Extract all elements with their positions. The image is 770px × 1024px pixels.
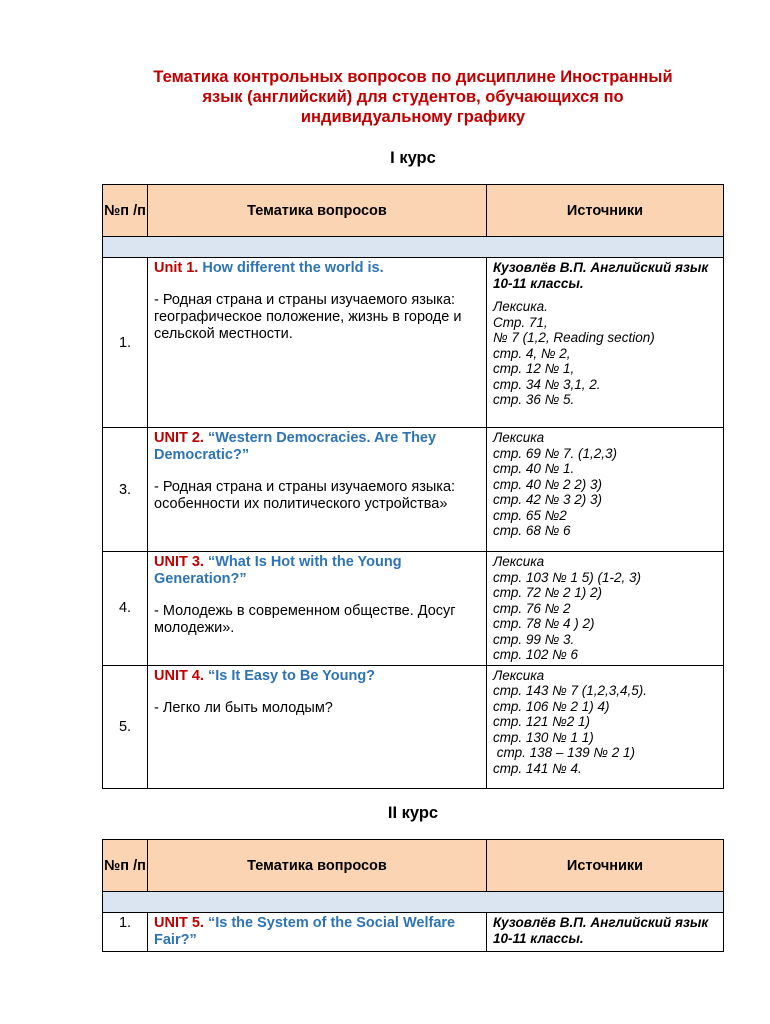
textbook-ref: Кузовлёв В.П. Английский язык 10-11 классы.: [493, 915, 709, 946]
source-line: стр. 138 – 139 № 2 1): [493, 745, 636, 760]
table-row: [103, 552, 724, 666]
source-line: стр. 99 № 3.: [493, 631, 575, 647]
title-line: индивидуальному графику: [300, 108, 526, 126]
sources-cell: [487, 665, 724, 788]
topic-cell: [148, 665, 487, 788]
source-line: стр. 68 № 6: [493, 523, 571, 538]
unit-label: UNIT 2.: [154, 430, 204, 446]
source-line: Лексика.: [493, 299, 548, 314]
sources-cell: [487, 258, 724, 428]
topic-cell: [148, 552, 487, 666]
unit-title: “What Is Hot with the Young Generation?”: [154, 554, 402, 587]
header-topic: Тематика вопросов: [148, 185, 487, 237]
course-heading-2: II курс: [387, 804, 439, 822]
topic-cell: [148, 428, 487, 552]
sources-cell: [487, 428, 724, 552]
header-sources: Источники: [487, 185, 724, 237]
sources-cell: [487, 552, 724, 666]
document-title: [100, 67, 726, 127]
source-line: стр. 40 № 2 2) 3): [493, 476, 603, 492]
header-num: №п /п: [103, 840, 148, 892]
row-number: 5.: [103, 665, 148, 788]
source-line: стр. 65 №2: [493, 507, 567, 523]
unit-label: Unit 1.: [154, 260, 199, 276]
topic-text: - Родная страна и страны изучаемого языка: географическое положение, жизнь в городе и сельской местности.: [154, 292, 462, 342]
topics-table-1: [102, 184, 724, 789]
source-line: стр. 69 № 7. (1,2,3): [493, 445, 618, 461]
row-number: 3.: [103, 428, 148, 552]
source-line: стр. 141 № 4.: [493, 760, 582, 776]
row-number: 1.: [103, 913, 148, 952]
source-line: Лексика: [493, 554, 545, 569]
course-heading-1: I курс: [390, 149, 436, 167]
table-row: [103, 665, 724, 788]
topic-cell: [148, 258, 487, 428]
row-number: 4.: [103, 552, 148, 666]
source-line: стр. 121 №2 1): [493, 714, 591, 729]
source-line: стр. 12 № 1,: [493, 361, 575, 376]
unit-title: “Western Democracies. Are They Democratic?”: [154, 430, 437, 463]
separator-row: [103, 237, 724, 258]
source-line: Стр. 71,: [493, 314, 548, 330]
separator-row: [103, 892, 724, 913]
table-row: [103, 258, 724, 428]
table-row: [103, 913, 724, 952]
header-topic: Тематика вопросов: [148, 840, 487, 892]
unit-title: “Is the System of the Social Welfare Fair?”: [154, 915, 456, 948]
header-sources: Источники: [487, 840, 724, 892]
unit-label: UNIT 3.: [154, 554, 204, 570]
title-line: Тематика контрольных вопросов по дисциплине Иностранный: [153, 68, 673, 86]
header-num: №п /п: [103, 185, 148, 237]
source-line: стр. 106 № 2 1) 4): [493, 698, 610, 714]
topic-text: - Родная страна и страны изучаемого языка: особенности их политического устройства»: [154, 479, 456, 512]
row-number: 1.: [103, 258, 148, 428]
source-line: стр. 42 № 3 2) 3): [493, 492, 603, 507]
source-line: стр. 102 № 6: [493, 647, 579, 662]
source-line: стр. 4, № 2,: [493, 345, 571, 361]
unit-title: How different the world is.: [202, 260, 384, 276]
unit-label: UNIT 4.: [154, 667, 204, 684]
source-line: Лексика: [493, 667, 545, 683]
topic-cell: [148, 913, 487, 952]
source-line: стр. 130 № 1 1): [493, 729, 594, 745]
source-line: стр. 143 № 7 (1,2,3,4,5).: [493, 683, 648, 698]
topic-text: - Легко ли быть молодым?: [154, 699, 333, 716]
unit-label: UNIT 5.: [154, 915, 204, 931]
table-row: [103, 428, 724, 552]
title-line: язык (английский) для студентов, обучающихся по: [202, 88, 624, 106]
source-line: стр. 36 № 5.: [493, 392, 575, 407]
source-line: стр. 76 № 2: [493, 600, 571, 616]
topic-text: - Молодежь в современном обществе. Досуг молодежи».: [154, 603, 456, 636]
topics-table-2: [102, 839, 724, 952]
source-line: стр. 40 № 1.: [493, 461, 575, 476]
sources-cell: [487, 913, 724, 952]
source-line: стр. 72 № 2 1) 2): [493, 585, 603, 600]
source-line: стр. 78 № 4 ) 2): [493, 616, 595, 631]
unit-title: “Is It Easy to Be Young?: [207, 667, 376, 684]
source-line: стр. 103 № 1 5) (1-2, 3): [493, 569, 642, 585]
textbook-ref: Кузовлёв В.П. Английский язык 10-11 классы.: [493, 260, 709, 291]
source-line: Лексика: [493, 430, 545, 445]
source-line: стр. 34 № 3,1, 2.: [493, 376, 601, 392]
source-line: № 7 (1,2, Reading section): [493, 330, 655, 345]
